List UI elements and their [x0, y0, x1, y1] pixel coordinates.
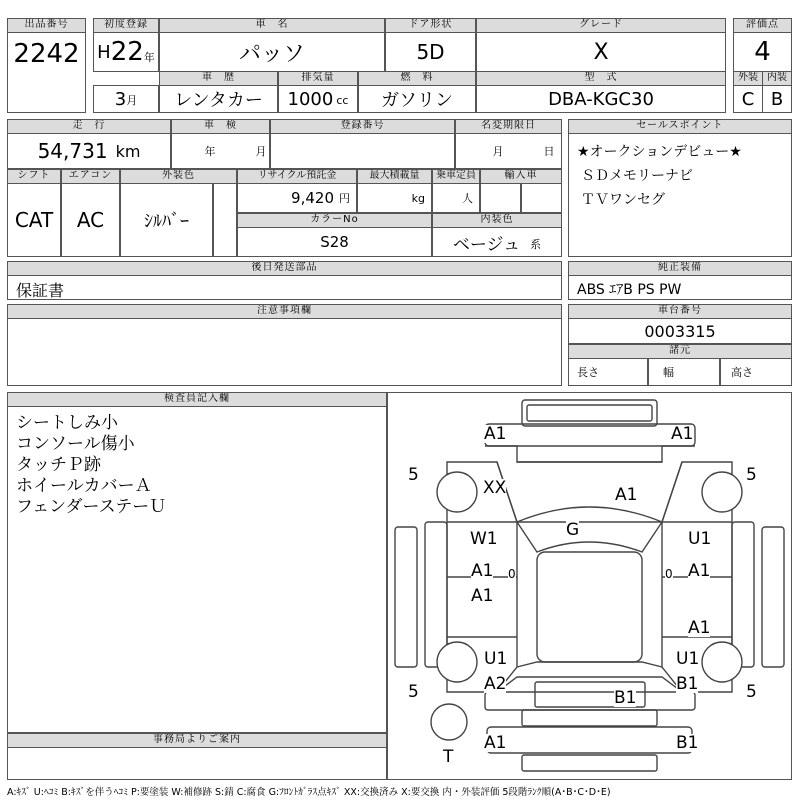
year-unit: 年 [143, 51, 155, 64]
inspection-year-unit: 年 [204, 145, 216, 158]
aircon-value: AC [76, 208, 105, 232]
score-cell [733, 32, 792, 72]
change-deadline-label: 名変期限日 [455, 119, 562, 134]
inspection-cell [171, 133, 270, 169]
grade-label: グレード [476, 18, 726, 33]
color-no-cell [237, 227, 432, 257]
model-cell [476, 85, 726, 113]
damage-left-front-fender: W1 [470, 529, 498, 549]
notes-box [7, 318, 562, 386]
kei-unit: 系 [530, 238, 542, 251]
spare-tire-mark: T [443, 747, 454, 767]
damage-left-front-door: A1 [471, 561, 494, 581]
equipment-box [568, 275, 792, 300]
shift-value: CAT [14, 208, 54, 232]
kg-unit: kg [411, 191, 425, 205]
mileage-label: 走 行 [7, 119, 171, 134]
equipment-label: 純正装備 [568, 261, 792, 276]
inspector-label: 検査員記入欄 [7, 392, 387, 407]
yen-unit: 円 [339, 192, 350, 205]
small-mark: 0 [508, 567, 516, 581]
sales-point-item: ＳＤメモリーナビ [581, 168, 693, 184]
damage-hood-right: A1 [615, 485, 638, 505]
doors-label: ドア形状 [385, 18, 476, 33]
color-no-label: カラーNo [237, 213, 432, 228]
specs-length-label: 長さ [577, 366, 599, 379]
interior-color-label: 内装色 [432, 213, 562, 228]
damage-right-rear-fender: U1 [676, 649, 700, 669]
tire-tread-rl: 5 [408, 682, 419, 702]
damage-hood-left: XX [483, 478, 507, 498]
recycle-label: リサイクル預託金 [237, 169, 357, 184]
inspector-line: フェンダーステーＵ [16, 497, 167, 517]
int-grade-value: B [770, 88, 784, 110]
recycle-value: 9,420 [291, 189, 334, 207]
deadline-day-unit: 日 [543, 145, 555, 158]
damage-windshield: G [566, 520, 580, 540]
int-grade-label: 内装 [762, 71, 792, 86]
damage-left-rear-quarter: A2 [484, 674, 507, 694]
ext-grade-cell [733, 85, 763, 113]
fuel-label: 燃 料 [358, 71, 476, 86]
inspector-line: コンソール傷小 [16, 434, 135, 454]
mileage-cell [7, 133, 171, 169]
damage-right-rear-door: A1 [688, 618, 711, 638]
sales-point-item: ★オークションデビュー★ [577, 144, 742, 160]
grade-cell [476, 32, 726, 72]
lot-no-value: 2242 [13, 39, 80, 69]
damage-rear-right: B1 [676, 733, 699, 753]
damage-front-right: A1 [671, 424, 694, 444]
small-mark: 0 [665, 567, 673, 581]
inspection-month-unit: 月 [255, 145, 267, 158]
inspection-label: 車 検 [171, 119, 270, 134]
car-outline [387, 392, 792, 780]
damage-rear-left: A1 [484, 733, 507, 753]
tire-tread-rr: 5 [746, 682, 757, 702]
aircon-cell [61, 183, 120, 257]
displacement-cell [278, 85, 358, 113]
sales-point-item: ＴＶワンセグ [581, 192, 665, 208]
car-diagram [387, 392, 792, 780]
max-load-cell [357, 183, 432, 213]
km-unit: km [115, 141, 141, 161]
aircon-label: エアコン [61, 169, 120, 184]
ext-grade-value: C [741, 88, 755, 110]
import-cell-a [480, 183, 521, 213]
mileage-value: 54,731 [37, 139, 108, 163]
car-name-cell [159, 32, 385, 72]
grade-value: X [593, 39, 609, 65]
equipment-value: ABS ｴｱB PS PW [577, 282, 682, 298]
color-sub-cell [213, 183, 237, 257]
cc-unit: cc [336, 94, 349, 107]
damage-right-front-door: A1 [688, 561, 711, 581]
doors-value: 5D [416, 40, 445, 64]
chassis-label: 車台番号 [568, 304, 792, 319]
import-cell-b [521, 183, 562, 213]
damage-right-rear-quarter: B1 [676, 674, 699, 694]
capacity-label: 乗車定員 [432, 169, 480, 184]
damage-left-rear-fender: U1 [484, 649, 508, 669]
specs-height-label: 高さ [731, 366, 753, 379]
notes-label: 注意事項欄 [7, 304, 562, 319]
int-grade-cell [762, 85, 792, 113]
color-cell [120, 183, 213, 257]
damage-left-rear-door: A1 [471, 586, 494, 606]
later-parts-value: 保証書 [16, 281, 65, 300]
history-cell [159, 85, 278, 113]
shift-label: シフト [7, 169, 61, 184]
capacity-cell [432, 183, 480, 213]
score-value: 4 [754, 37, 771, 67]
damage-right-front-fender: U1 [688, 529, 712, 549]
inspector-line: ホイールカバーＡ [16, 476, 152, 496]
fuel-cell [358, 85, 476, 113]
lot-no-label: 出品番号 [7, 18, 86, 33]
inspector-line: タッチＰ跡 [16, 455, 101, 475]
doors-cell [385, 32, 476, 72]
specs-width-label: 幅 [663, 366, 674, 379]
shift-cell [7, 183, 61, 257]
inspector-box [7, 406, 387, 733]
first-reg-month-cell [93, 85, 159, 113]
max-load-label: 最大積載量 [357, 169, 432, 184]
first-reg-year-cell [93, 32, 159, 72]
fuel-value: ガソリン [381, 90, 453, 111]
sales-points-label: セールスポイント [568, 119, 792, 134]
month-unit: 月 [126, 94, 138, 107]
color-no-value: S28 [320, 233, 349, 251]
score-label: 評価点 [733, 18, 792, 33]
sales-points-box [568, 133, 792, 257]
color-value: ｼﾙﾊﾞｰ [144, 211, 189, 232]
later-parts-box [7, 275, 562, 300]
office-label: 事務局よりご案内 [7, 733, 387, 748]
specs-length-cell [568, 358, 648, 386]
lot-no-cell [7, 32, 86, 113]
month-value: 3 [114, 88, 127, 110]
era-value: H [97, 41, 111, 63]
legend-text: A:ｷｽﾞ U:ﾍｺﾐ B:ｷｽﾞを伴うﾍｺﾐ P:要塗装 W:補修跡 S:錆 C:腐食 G:ﾌﾛﾝﾄｶﾞﾗｽ点ｷｽﾞ XX:交換済み X:要交換 内・外装評価 5段階ﾗﾝｸ順(A･B･C･D･E) [7, 787, 611, 798]
persons-unit: 人 [462, 192, 473, 205]
first-reg-label: 初度登録 [93, 18, 159, 33]
inspector-line: シートしみ小 [16, 413, 118, 433]
car-name-value: パッソ [238, 41, 305, 67]
deadline-month-unit: 月 [492, 145, 504, 158]
color-label: 外装色 [120, 169, 237, 184]
year-value: 22 [110, 37, 144, 67]
interior-color-value: ベージュ [452, 234, 521, 255]
history-value: レンタカー [174, 90, 263, 111]
tire-tread-fr: 5 [746, 465, 757, 485]
model-value: DBA-KGC30 [548, 88, 654, 110]
recycle-cell [237, 183, 357, 213]
ext-grade-label: 外装 [733, 71, 763, 86]
chassis-value: 0003315 [644, 321, 716, 341]
specs-height-cell [720, 358, 792, 386]
history-label: 車 歴 [159, 71, 278, 86]
reg-no-label: 登録番号 [270, 119, 455, 134]
office-box [7, 747, 387, 780]
displacement-value: 1000 [287, 88, 334, 110]
car-name-label: 車 名 [159, 18, 385, 33]
model-label: 型 式 [476, 71, 726, 86]
chassis-cell [568, 318, 792, 344]
later-parts-label: 後日発送部品 [7, 261, 562, 276]
tire-tread-fl: 5 [408, 465, 419, 485]
specs-width-cell [648, 358, 720, 386]
change-deadline-cell [455, 133, 562, 169]
import-label: 輸入車 [480, 169, 562, 184]
displacement-label: 排気量 [278, 71, 358, 86]
specs-label: 諸元 [568, 344, 792, 359]
damage-front-left: A1 [484, 424, 507, 444]
damage-trunk: B1 [614, 688, 637, 708]
interior-color-cell [432, 227, 562, 257]
reg-no-cell [270, 133, 455, 169]
